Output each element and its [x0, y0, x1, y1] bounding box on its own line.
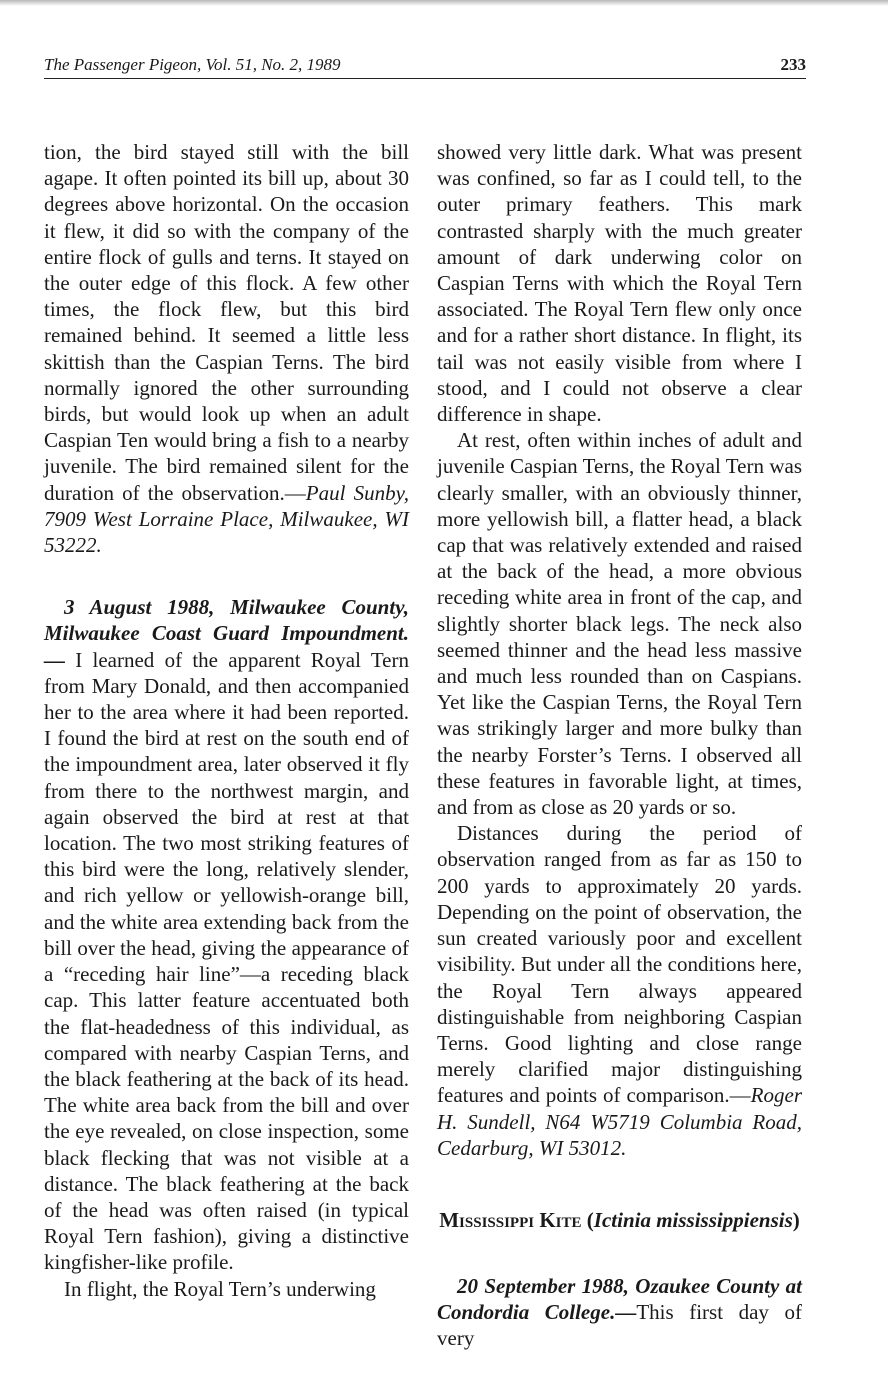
entry-heading: 20 September 1988, Ozaukee County at Condordia College.— — [437, 1273, 802, 1325]
paragraph-text: I learned of the apparent Royal Tern from Mary Donald, and then accompanied her to the area where it had been reported. I found the bird at rest on the south end of the impoundment area, later observed it fly from there to the northwest margin, and again observed the bird at rest at that location. The two most striking features of this bird were the long, relatively slender, and rich yellow or yellowish-orange bill, and the white area extending back from the bill over the head, giving the appearance of a “receding hair line”—a receding black cap. This latter feature accentuated both the flat-headedness of this individual, as compared with nearby Caspian Terns, and the black feathering at the back of its head. The white area back from the bill and over the eye revealed, on close inspection, some black flecking that was not visible at a distance. The black feathering at the back of the head was often raised (in typical Royal Tern fashion), giving a distinctive kingfisher-like profile. — [44, 647, 409, 1275]
journal-title: The Passenger Pigeon, Vol. 51, No. 2, 1989 — [44, 55, 341, 74]
paragraph-continued — [437, 139, 802, 427]
observer-signature: Roger H. Sundell, N64 W5719 Columbia Road, Cedarburg, WI 53012. — [437, 1083, 802, 1160]
paragraph-text: This first day of very — [437, 1300, 802, 1351]
entry-paragraph — [44, 594, 409, 1275]
left-column — [44, 139, 409, 1302]
running-head — [44, 55, 806, 75]
paragraph — [437, 427, 802, 820]
paragraph-text: tion, the bird stayed still with the bill agape. It often pointed its bill up, about 30 degrees above horizontal. On the occasion it flew, it did so with the company of the entire flock of gulls and terns. It stayed on the outer edge of this flock. A few other times, the flock flew, but this bird remained behind. It seemed a little less skittish than the Caspian Terns. The bird normally ignored the other surrounding birds, but would look up when an adult Caspian Ten would bring a fish to a nearby juvenile. The bird remained silent for the duration of the observation.— — [44, 140, 409, 505]
entry-paragraph — [437, 1273, 802, 1352]
right-column — [437, 139, 802, 1352]
paragraph-continued — [44, 139, 409, 558]
page-number: 233 — [780, 55, 806, 74]
species-paren-open: ( — [586, 1207, 594, 1232]
paragraph-text: Distances during the period of observation ranged from as far as 150 to 200 yards to approximately 20 yards. Depending on the point of observation, the sun created variously poor and excellent visibility. But under all the conditions here, the Royal Tern always appeared distinguishable from neighboring Caspian Terns. Good lighting and close range merely clarified major distinguishing features and points of comparison.— — [437, 821, 802, 1108]
paragraph-text: In flight, the Royal Tern’s underwing — [64, 1276, 376, 1301]
species-common-name: Mississippi Kite — [439, 1207, 582, 1232]
species-latin-name: Ictinia mississippiensis — [593, 1207, 793, 1232]
observer-signature: Paul Sunby, 7909 West Lorraine Place, Milwaukee, WI 53222. — [44, 480, 409, 558]
top-edge-shadow — [0, 0, 888, 6]
paragraph — [437, 820, 802, 1161]
entry-spacer — [44, 558, 409, 594]
entry-heading: 3 August 1988, Milwaukee County, Milwaukee Coast Guard Impoundment.— — [44, 595, 409, 672]
paragraph-text: At rest, often within inches of adult and juvenile Caspian Terns, the Royal Tern was clearly smaller, with an obviously thinner, more yellowish bill, a flatter head, a black cap that was relatively extended and raised at the back of the head, a more obvious receding white area in front of the cap, and slightly shorter black legs. The neck also seemed thinner and the head less massive and much less rounded than on Caspians. Yet like the Caspian Terns, the Royal Tern was strikingly larger and more bulky than the nearby Forster’s Terns. I observed all these features in favorable light, at times, and from as close as 20 yards or so. — [437, 428, 802, 820]
paragraph — [44, 1276, 409, 1302]
species-paren-close: ) — [792, 1207, 800, 1232]
paragraph-text: showed very little dark. What was present was confined, so far as I could tell, to the outer primary feathers. This mark contrasted sharply with the much greater amount of dark underwing color on Caspian Terns with which the Royal Tern associated. The Royal Tern flew only once and for a rather short distance. In flight, its tail was not easily visible from where I stood, and I could not observe a clear difference in shape. — [437, 140, 802, 427]
species-heading — [437, 1207, 802, 1233]
header-rule — [44, 78, 806, 79]
